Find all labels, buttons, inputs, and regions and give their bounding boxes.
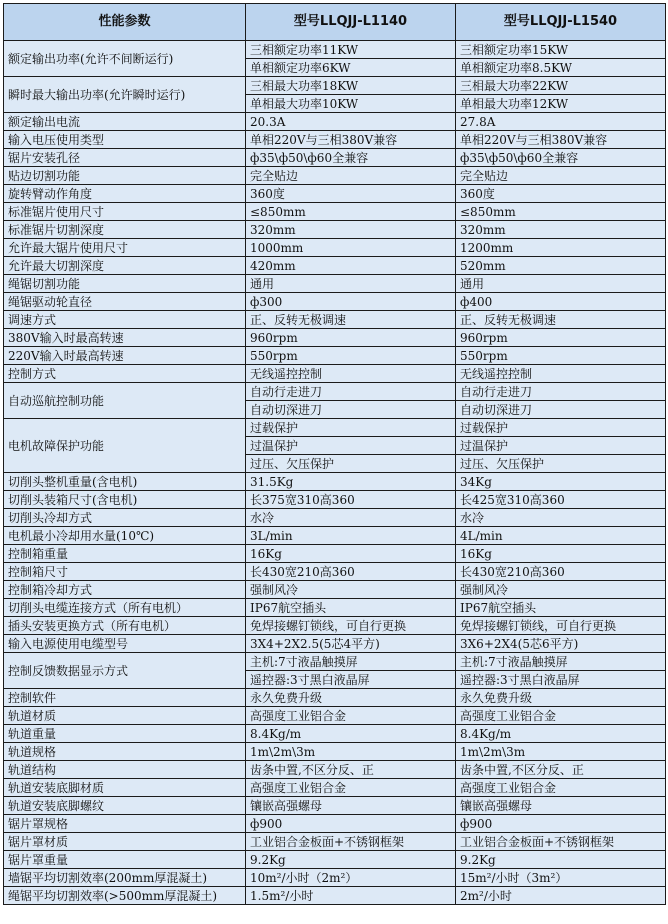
model-1-value-cell: 3L/min <box>246 527 456 545</box>
model-2-value-cell: 无线遥控控制 <box>456 365 666 383</box>
model-1-value-cell: 10m²/小时（2m²） <box>246 869 456 887</box>
param-name-cell: 控制箱冷却方式 <box>4 581 246 599</box>
table-row <box>4 815 666 833</box>
table-row <box>4 257 666 275</box>
model-1-value-cell: 无线遥控控制 <box>246 365 456 383</box>
model-1-value-cell: 16Kg <box>246 545 456 563</box>
table-row <box>4 887 666 905</box>
table-row <box>4 869 666 887</box>
param-name-cell: 标准锯片切割深度 <box>4 221 246 239</box>
table-row <box>4 635 666 653</box>
param-name-cell: 控制箱重量 <box>4 545 246 563</box>
model-2-value-cell: 3X6+2X4(5芯6平方) <box>456 635 666 653</box>
param-name-cell: 切削头电缆连接方式（所有电机） <box>4 599 246 617</box>
model-1-value-cell: 31.5Kg <box>246 473 456 491</box>
model-2-value-cell: 1m\2m\3m <box>456 743 666 761</box>
model-2-value-cell: 镶嵌高强螺母 <box>456 797 666 815</box>
table-row <box>4 221 666 239</box>
model-1-value-cell: 免焊接螺钉锁线，可自行更换 <box>246 617 456 635</box>
model-1-value-cell: 强制风冷 <box>246 581 456 599</box>
table-row <box>4 149 666 167</box>
param-name-cell: 切削头冷却方式 <box>4 509 246 527</box>
model-2-value-cell: 工业铝合金板面+不锈钢框架 <box>456 833 666 851</box>
table-body <box>4 41 666 905</box>
model-1-value-cell: 自动行走进刀 <box>246 383 456 401</box>
param-name-cell: 额定输出电流 <box>4 113 246 131</box>
table-row <box>4 365 666 383</box>
model-1-value-cell: 永久免费升级 <box>246 689 456 707</box>
param-name-cell: 切削头装箱尺寸(含电机) <box>4 491 246 509</box>
model-2-value-cell: 27.8A <box>456 113 666 131</box>
param-name-cell: 电机最小冷却用水量(10℃) <box>4 527 246 545</box>
table-row <box>4 131 666 149</box>
model-1-value-cell: 20.3A <box>246 113 456 131</box>
param-name-cell: 调速方式 <box>4 311 246 329</box>
header-model-2: 型号LLQJJ-L1540 <box>456 4 666 41</box>
model-2-value-cell: 过载保护 <box>456 419 666 437</box>
param-name-cell: 轨道重量 <box>4 725 246 743</box>
model-1-value-cell: 高强度工业铝合金 <box>246 707 456 725</box>
model-2-value-cell: 单相额定功率8.5KW <box>456 59 666 77</box>
model-1-value-cell: 过温保护 <box>246 437 456 455</box>
model-2-value-cell: ф400 <box>456 293 666 311</box>
model-2-value-cell: 34Kg <box>456 473 666 491</box>
table-row <box>4 545 666 563</box>
model-1-value-cell: IP67航空插头 <box>246 599 456 617</box>
model-1-value-cell: 1m\2m\3m <box>246 743 456 761</box>
param-name-cell: 380V输入时最高转速 <box>4 329 246 347</box>
model-2-value-cell: 高强度工业铝合金 <box>456 779 666 797</box>
table-row <box>4 419 666 437</box>
param-name-cell: 轨道结构 <box>4 761 246 779</box>
param-name-cell: 绳锯驱动轮直径 <box>4 293 246 311</box>
model-1-value-cell: 过载保护 <box>246 419 456 437</box>
param-name-cell: 切削头整机重量(含电机) <box>4 473 246 491</box>
model-1-value-cell: 8.4Kg/m <box>246 725 456 743</box>
table-row <box>4 275 666 293</box>
model-1-value-cell: 420mm <box>246 257 456 275</box>
table-row <box>4 527 666 545</box>
model-1-value-cell: 1.5m²/小时 <box>246 887 456 905</box>
model-1-value-cell: 单相最大功率10KW <box>246 95 456 113</box>
model-2-value-cell: 9.2Kg <box>456 851 666 869</box>
model-1-value-cell: 镶嵌高强螺母 <box>246 797 456 815</box>
model-1-value-cell: 360度 <box>246 185 456 203</box>
model-2-value-cell: 水冷 <box>456 509 666 527</box>
model-2-value-cell: 单相220V与三相380V兼容 <box>456 131 666 149</box>
model-1-value-cell: 9.2Kg <box>246 851 456 869</box>
table-row <box>4 203 666 221</box>
table-row <box>4 293 666 311</box>
param-name-cell: 锯片罩重量 <box>4 851 246 869</box>
table-row <box>4 77 666 95</box>
model-2-value-cell: 永久免费升级 <box>456 689 666 707</box>
model-1-value-cell: 长430宽210高360 <box>246 563 456 581</box>
model-1-value-cell: 水冷 <box>246 509 456 527</box>
param-name-cell: 锯片罩规格 <box>4 815 246 833</box>
model-2-value-cell: 强制风冷 <box>456 581 666 599</box>
table-row <box>4 689 666 707</box>
table-row <box>4 185 666 203</box>
model-2-value-cell: 免焊接螺钉锁线，可自行更换 <box>456 617 666 635</box>
param-name-cell: 锯片安装孔径 <box>4 149 246 167</box>
model-2-value-cell: 520mm <box>456 257 666 275</box>
param-name-cell: 轨道规格 <box>4 743 246 761</box>
param-name-cell: 控制软件 <box>4 689 246 707</box>
model-1-value-cell: 三相最大功率18KW <box>246 77 456 95</box>
table-row <box>4 311 666 329</box>
model-2-value-cell: 遥控器:3寸黑白液晶屏 <box>456 671 666 689</box>
param-name-cell: 锯片罩材质 <box>4 833 246 851</box>
model-1-value-cell: ≤850mm <box>246 203 456 221</box>
model-1-value-cell: 单相220V与三相380V兼容 <box>246 131 456 149</box>
model-2-value-cell: 4L/min <box>456 527 666 545</box>
table-row <box>4 473 666 491</box>
model-1-value-cell: 1000mm <box>246 239 456 257</box>
header-model-1: 型号LLQJJ-L1140 <box>246 4 456 41</box>
model-2-value-cell: 1200mm <box>456 239 666 257</box>
model-1-value-cell: ф300 <box>246 293 456 311</box>
table-row <box>4 653 666 671</box>
table-row <box>4 113 666 131</box>
model-2-value-cell: IP67航空插头 <box>456 599 666 617</box>
param-name-cell: 额定输出功率(允许不间断运行) <box>4 41 246 77</box>
model-2-value-cell: ф35\ф50\ф60全兼容 <box>456 149 666 167</box>
table-row <box>4 239 666 257</box>
model-2-value-cell: 960rpm <box>456 329 666 347</box>
model-2-value-cell: 过压、欠压保护 <box>456 455 666 473</box>
table-row <box>4 581 666 599</box>
model-2-value-cell: 2m²/小时 <box>456 887 666 905</box>
param-name-cell: 瞬时最大输出功率(允许瞬时运行) <box>4 77 246 113</box>
model-1-value-cell: 550rpm <box>246 347 456 365</box>
model-2-value-cell: 齿条中置,不区分反、正 <box>456 761 666 779</box>
model-1-value-cell: 960rpm <box>246 329 456 347</box>
table-row <box>4 491 666 509</box>
model-2-value-cell: 320mm <box>456 221 666 239</box>
param-name-cell: 允许最大锯片使用尺寸 <box>4 239 246 257</box>
table-row <box>4 779 666 797</box>
model-1-value-cell: 主机:7寸液晶触摸屏 <box>246 653 456 671</box>
table-row <box>4 347 666 365</box>
param-name-cell: 控制方式 <box>4 365 246 383</box>
param-name-cell: 轨道安装底脚材质 <box>4 779 246 797</box>
param-name-cell: 输入电源使用电缆型号 <box>4 635 246 653</box>
model-1-value-cell: 通用 <box>246 275 456 293</box>
spec-table <box>3 3 666 905</box>
model-1-value-cell: 单相额定功率6KW <box>246 59 456 77</box>
model-1-value-cell: 工业铝合金板面+不锈钢框架 <box>246 833 456 851</box>
param-name-cell: 电机故障保护功能 <box>4 419 246 473</box>
model-2-value-cell: 自动切深进刀 <box>456 401 666 419</box>
model-1-value-cell: 过压、欠压保护 <box>246 455 456 473</box>
model-1-value-cell: 完全贴边 <box>246 167 456 185</box>
model-2-value-cell: 360度 <box>456 185 666 203</box>
table-row <box>4 599 666 617</box>
model-1-value-cell: 自动切深进刀 <box>246 401 456 419</box>
table-row <box>4 761 666 779</box>
model-2-value-cell: 高强度工业铝合金 <box>456 707 666 725</box>
param-name-cell: 插头安装更换方式（所有电机） <box>4 617 246 635</box>
model-2-value-cell: ф900 <box>456 815 666 833</box>
param-name-cell: 允许最大切割深度 <box>4 257 246 275</box>
model-1-value-cell: 320mm <box>246 221 456 239</box>
model-2-value-cell: 16Kg <box>456 545 666 563</box>
table-row <box>4 617 666 635</box>
table-row <box>4 383 666 401</box>
model-2-value-cell: 自动行走进刀 <box>456 383 666 401</box>
model-1-value-cell: ф35\ф50\ф60全兼容 <box>246 149 456 167</box>
model-2-value-cell: 长425宽310高360 <box>456 491 666 509</box>
model-1-value-cell: 3X4+2X2.5(5芯4平方) <box>246 635 456 653</box>
param-name-cell: 绳锯平均切割效率(>500mm厚混凝土) <box>4 887 246 905</box>
model-2-value-cell: 完全贴边 <box>456 167 666 185</box>
param-name-cell: 墙锯平均切割效率(200mm厚混凝土) <box>4 869 246 887</box>
table-row <box>4 797 666 815</box>
header-row <box>4 4 666 41</box>
table-row <box>4 563 666 581</box>
model-2-value-cell: 过温保护 <box>456 437 666 455</box>
model-1-value-cell: 齿条中置,不区分反、正 <box>246 761 456 779</box>
param-name-cell: 轨道安装底脚螺纹 <box>4 797 246 815</box>
param-name-cell: 输入电压使用类型 <box>4 131 246 149</box>
model-2-value-cell: 8.4Kg/m <box>456 725 666 743</box>
model-1-value-cell: 长375宽310高360 <box>246 491 456 509</box>
table-header <box>4 4 666 41</box>
param-name-cell: 贴边切割功能 <box>4 167 246 185</box>
param-name-cell: 轨道材质 <box>4 707 246 725</box>
table-row <box>4 743 666 761</box>
model-1-value-cell: 遥控器:3寸黑白液晶屏 <box>246 671 456 689</box>
table-row <box>4 41 666 59</box>
param-name-cell: 标准锯片使用尺寸 <box>4 203 246 221</box>
model-1-value-cell: ф900 <box>246 815 456 833</box>
model-2-value-cell: 三相额定功率15KW <box>456 41 666 59</box>
table-row <box>4 851 666 869</box>
model-2-value-cell: 单相最大功率12KW <box>456 95 666 113</box>
param-name-cell: 旋转臂动作角度 <box>4 185 246 203</box>
param-name-cell: 控制反馈数据显示方式 <box>4 653 246 689</box>
param-name-cell: 绳锯切割功能 <box>4 275 246 293</box>
table-row <box>4 167 666 185</box>
model-2-value-cell: 长430宽210高360 <box>456 563 666 581</box>
param-name-cell: 自动巡航控制功能 <box>4 383 246 419</box>
table-row <box>4 725 666 743</box>
model-2-value-cell: ≤850mm <box>456 203 666 221</box>
model-1-value-cell: 高强度工业铝合金 <box>246 779 456 797</box>
table-row <box>4 509 666 527</box>
model-2-value-cell: 主机:7寸液晶触摸屏 <box>456 653 666 671</box>
param-name-cell: 220V输入时最高转速 <box>4 347 246 365</box>
model-2-value-cell: 通用 <box>456 275 666 293</box>
table-row <box>4 833 666 851</box>
model-2-value-cell: 15m²/小时（3m²） <box>456 869 666 887</box>
model-2-value-cell: 550rpm <box>456 347 666 365</box>
param-name-cell: 控制箱尺寸 <box>4 563 246 581</box>
table-row <box>4 707 666 725</box>
model-1-value-cell: 三相额定功率11KW <box>246 41 456 59</box>
model-1-value-cell: 正、反转无极调速 <box>246 311 456 329</box>
model-2-value-cell: 正、反转无极调速 <box>456 311 666 329</box>
table-row <box>4 329 666 347</box>
header-param: 性能参数 <box>4 4 246 41</box>
model-2-value-cell: 三相最大功率22KW <box>456 77 666 95</box>
